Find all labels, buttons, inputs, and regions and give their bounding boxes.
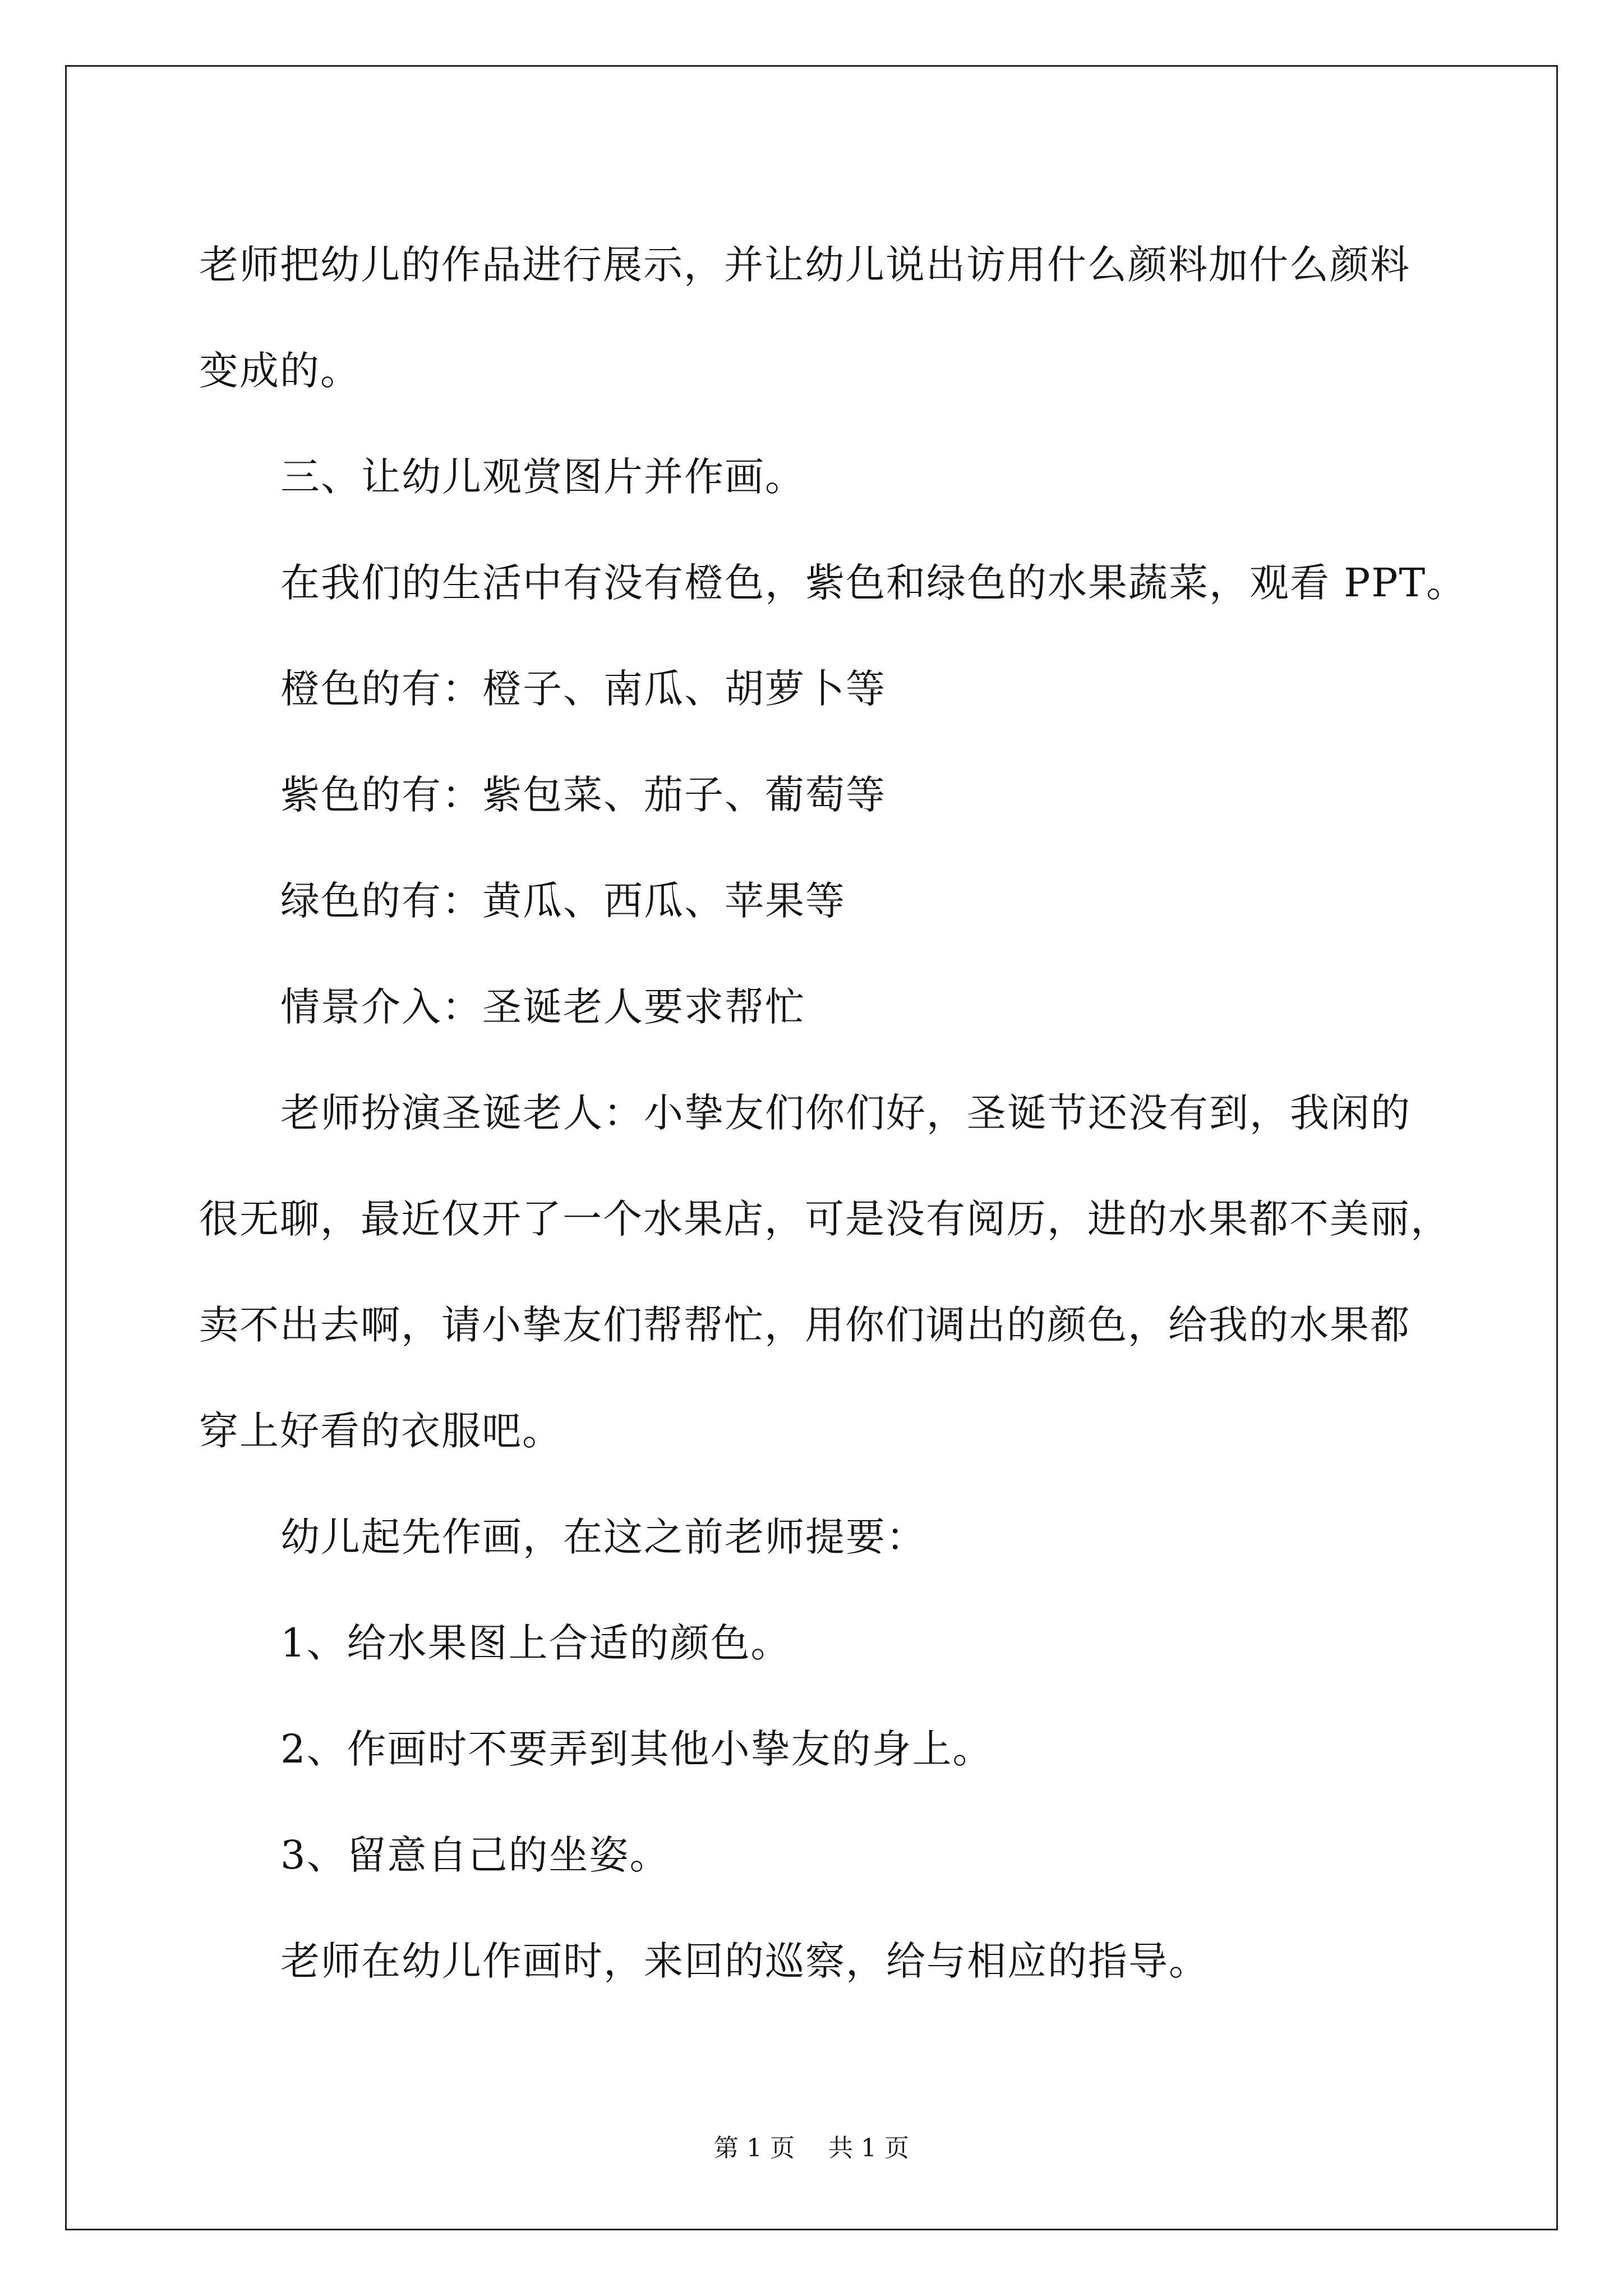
paragraph-line: 变成的。 [199, 348, 361, 394]
paragraph-line: 穿上好看的衣服吧。 [199, 1408, 562, 1454]
page-total: 共 1 页 [828, 2134, 909, 2162]
list-item: 3、留意自己的坐姿。 [280, 1832, 670, 1878]
paragraph-line: 紫色的有：紫包菜、茄子、葡萄等 [280, 772, 886, 818]
paragraph-line: 老师扮演圣诞老人：小挚友们你们好，圣诞节还没有到，我闲的 [280, 1090, 1411, 1136]
paragraph-line: 橙色的有：橙子、南瓜、胡萝卜等 [280, 666, 886, 712]
paragraph-line: 很无聊，最近仅开了一个水果店，可是没有阅历，进的水果都不美丽， [199, 1196, 1451, 1242]
paragraph-line: 幼儿起先作画，在这之前老师提要： [280, 1514, 926, 1560]
list-item: 2、作画时不要弄到其他小挚友的身上。 [280, 1726, 993, 1772]
paragraph-line: 绿色的有：黄瓜、西瓜、苹果等 [280, 878, 846, 924]
document-body [199, 212, 1467, 2014]
page-number: 第 1 页 [714, 2134, 795, 2162]
page-footer [0, 2132, 1623, 2165]
paragraph-line: 在我们的生活中有没有橙色，紫色和绿色的水果蔬菜，观看 PPT。 [280, 560, 1467, 606]
paragraph-line: 老师把幼儿的作品进行展示，并让幼儿说出访用什么颜料加什么颜料 [199, 242, 1410, 288]
paragraph-line: 情景介入：圣诞老人要求帮忙 [280, 984, 805, 1030]
list-item: 1、给水果图上合适的颜色。 [280, 1620, 791, 1666]
section-heading: 三、让幼儿观赏图片并作画。 [280, 454, 805, 500]
paragraph-line: 卖不出去啊，请小挚友们帮帮忙，用你们调出的颜色，给我的水果都 [199, 1302, 1410, 1348]
paragraph-line: 老师在幼儿作画时，来回的巡察，给与相应的指导。 [280, 1938, 1209, 1984]
